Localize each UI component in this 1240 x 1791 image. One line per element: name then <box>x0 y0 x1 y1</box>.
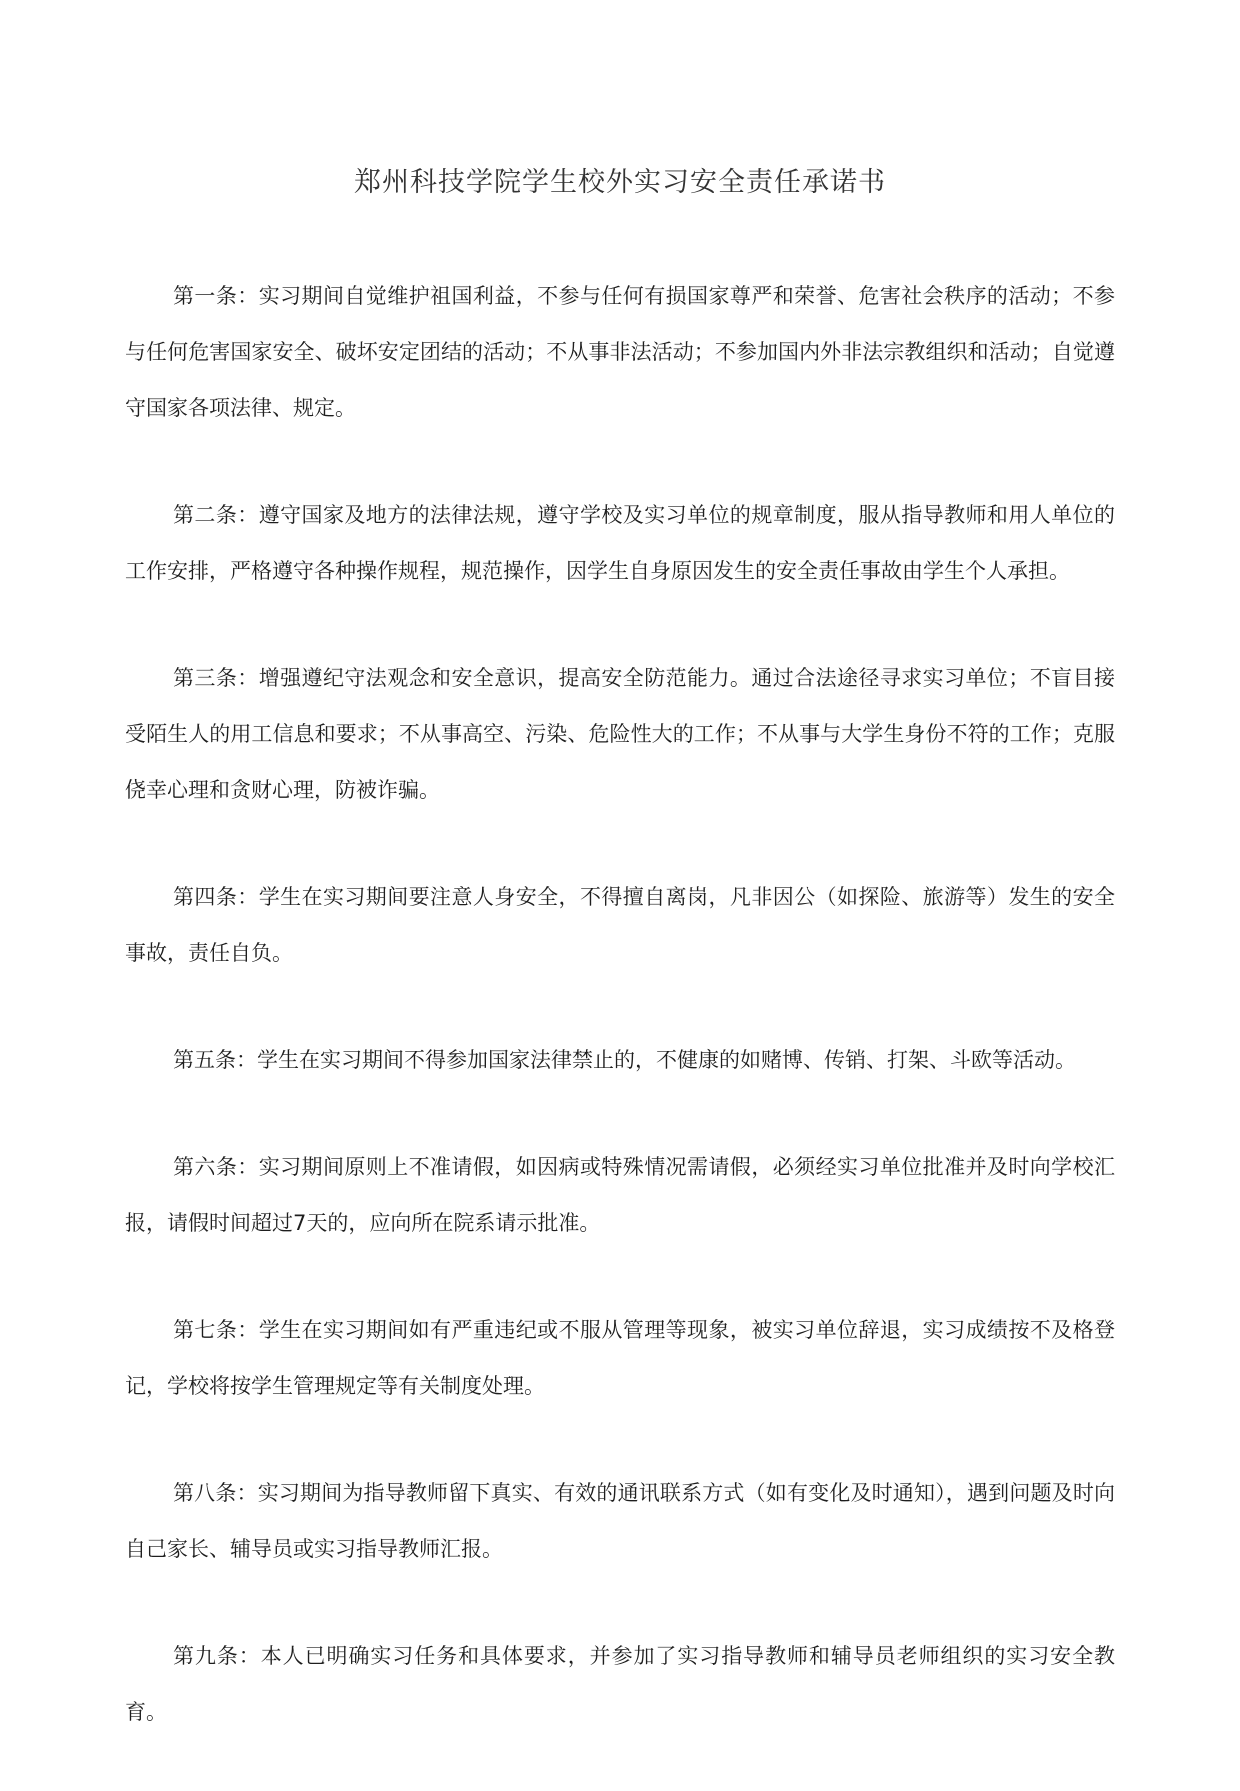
clause-5 <box>125 1032 1115 1088</box>
clause-text: 学生在实习期间不得参加国家法律禁止的，不健康的如赌博、传销、打架、斗欧等活动。 <box>257 1048 1076 1072</box>
clause-label: 第七条： <box>173 1318 259 1342</box>
clause-text: 增强遵纪守法观念和安全意识，提高安全防范能力。通过合法途径寻求实习单位；不盲目接受陌生人的用工信息和要求；不从事高空、污染、危险性大的工作；不从事与大学生身份不符的工作；克服侥幸心理和贪财心理，防被诈骗。 <box>125 666 1116 802</box>
clause-2 <box>125 487 1115 599</box>
clause-text: 遵守国家及地方的法律法规，遵守学校及实习单位的规章制度，服从指导教师和用人单位的工作安排，严格遵守各种操作规程，规范操作，因学生自身原因发生的安全责任事故由学生个人承担。 <box>125 503 1116 583</box>
clause-3 <box>125 650 1115 818</box>
clause-text: 学生在实习期间如有严重违纪或不服从管理等现象，被实习单位辞退，实习成绩按不及格登记，学校将按学生管理规定等有关制度处理。 <box>125 1318 1116 1398</box>
clause-label: 第三条： <box>173 666 259 690</box>
document-title: 郑州科技学院学生校外实习安全责任承诺书 <box>354 167 886 198</box>
clause-1 <box>125 268 1115 436</box>
clause-label: 第一条： <box>173 284 259 308</box>
clause-label: 第六条： <box>173 1155 259 1179</box>
clause-text: 实习期间自觉维护祖国利益，不参与任何有损国家尊严和荣誉、危害社会秩序的活动；不参与任何危害国家安全、破坏安定团结的活动；不从事非法活动；不参加国内外非法宗教组织和活动；自觉遵守国家各项法律、规定。 <box>125 284 1116 420</box>
clause-text: 实习期间为指导教师留下真实、有效的通讯联系方式（如有变化及时通知），遇到问题及时向自己家长、辅导员或实习指导教师汇报。 <box>125 1481 1116 1561</box>
clause-7 <box>125 1302 1115 1414</box>
clause-label: 第四条： <box>173 885 259 909</box>
clause-text: 实习期间原则上不准请假，如因病或特殊情况需请假，必须经实习单位批准并及时向学校汇报，请假时间超过7天的，应向所在院系请示批准。 <box>125 1155 1116 1235</box>
clause-8 <box>125 1465 1115 1577</box>
clause-label: 第二条： <box>173 503 259 527</box>
clause-4 <box>125 869 1115 981</box>
clause-9 <box>125 1628 1115 1740</box>
clause-label: 第九条： <box>173 1644 261 1668</box>
clause-6 <box>125 1139 1115 1251</box>
clause-text: 本人已明确实习任务和具体要求，并参加了实习指导教师和辅导员老师组织的实习安全教育。 <box>125 1644 1116 1724</box>
document-body <box>125 268 1115 1791</box>
clause-label: 第八条： <box>173 1481 258 1505</box>
clause-label: 第五条： <box>173 1048 257 1072</box>
clause-text: 学生在实习期间要注意人身安全，不得擅自离岗，凡非因公（如探险、旅游等）发生的安全事故，责任自负。 <box>125 885 1116 965</box>
